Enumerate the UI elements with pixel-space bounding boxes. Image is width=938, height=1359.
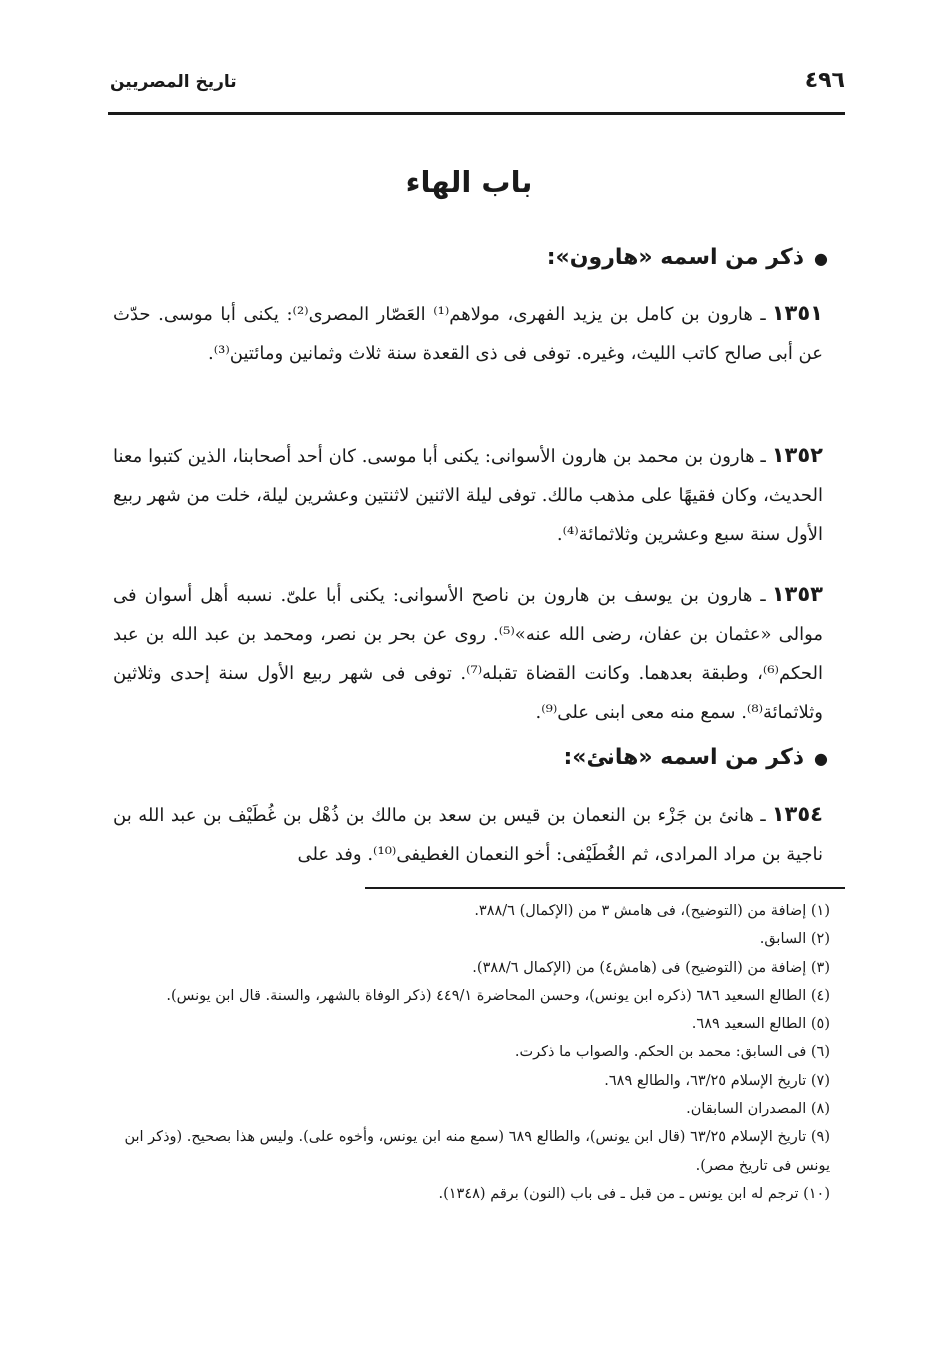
entry-1352 [113,436,823,554]
bullet-icon: ● [814,748,828,768]
section-heading-harun [108,245,828,270]
bullet-icon: ● [814,248,828,268]
entry-number: ١٣٥٣ [771,582,823,606]
footnote: (٢) السابق. [759,931,830,948]
entry-separator: ـ [753,805,766,826]
footnote: (١) إضافة من (التوضيح)، فى هامش ٣ من (الإكمال) ٣٨٨/٦. [474,903,830,919]
footnote: (٥) الطالع السعيد ٦٨٩. [691,1016,830,1033]
book-title: تاريخ المصريين [110,72,237,92]
entry-1353 [113,575,823,732]
section-heading-text: ذكر من اسمه «هارون»: [546,245,805,270]
footnote: (٩) تاريخ الإسلام ٦٣/٢٥ (قال ابن يونس)، والطالع ٦٨٩ (سمع منه ابن يونس، وأخوه على). وليس هذا بصحيح. (وذكر ابن يونس فى تاريخ مصر). [124,1129,830,1174]
footnote: (٣) إضافة من (التوضيح) فى (هامش٤) من (الإكمال ٣٨٨/٦). [472,959,830,976]
entry-separator: ـ [752,585,766,606]
running-header [110,68,845,104]
entry-number: ١٣٥٢ [771,443,824,467]
entry-1354 [113,795,823,874]
footnotes-rule [365,887,845,889]
entry-text: هارون بن محمد بن هارون الأسوانى: يكنى أبا موسى. كان أحد أصحابنا، الذين كتبوا معنا الحديث، وكان فقيهًا على مذهب مالك. توفى ليلة الاثنين لاثنتين وعشرين ليلة، خلت من شهر ربيع الأول سنة سبع وعشرين وثلاثمائة⁽⁴⁾. [113,446,823,545]
entry-separator: ـ [754,446,766,467]
entry-1351 [113,294,823,373]
chapter-title: باب الهاء [405,165,533,199]
page-number: ٤٩٦ [804,68,845,93]
entry-separator: ـ [752,304,766,325]
section-heading-hani [108,745,828,770]
footnote: (٧) تاريخ الإسلام ٦٣/٢٥، والطالع ٦٨٩. [604,1072,830,1089]
footnote: (١٠) ترجم له ابن يونس ـ من قبل ـ فى باب (النون) برقم (١٣٤٨). [438,1185,830,1202]
header-rule [108,112,845,115]
entry-number: ١٣٥٤ [771,802,823,826]
entry-number: ١٣٥١ [771,301,823,325]
section-heading-text: ذكر من اسمه «هانئ»: [563,745,805,770]
entry-text: هانئ بن جَزْء بن النعمان بن قيس بن سعد بن مالك بن ذُهْل بن غُطَيْف بن عبد الله بن ناجية بن مراد المرادى، ثم الغُطَيْفى: أخو النعمان الغطيفى⁽¹⁰⁾. وفد على [113,805,823,865]
entry-text: هارون بن يوسف بن هارون بن ناصح الأسوانى: يكنى أبا علىّ. نسبه أهل أسوان فى موالى «عثمان بن عفان، رضى الله عنه»⁽⁵⁾. روى عن بحر بن نصر، ومحمد بن عبد الله بن عبد الحكم⁽⁶⁾، وطبقة بعدهما. وكانت القضاة تقبله⁽⁷⁾. توفى فى شهر ربيع الأول سنة إحدى وثلاثين وثلاثمائة⁽⁸⁾. سمع منه معى ابنى على⁽⁹⁾. [113,585,824,723]
footnote: (٨) المصدران السابقان. [686,1101,830,1118]
footnotes-list [100,897,830,1208]
entry-text: هارون بن كامل بن يزيد الفهرى، مولاهم⁽¹⁾ العَصّار المصرى⁽²⁾: يكنى أبا موسى. حدّث عن أبى صالح كاتب الليث، وغيره. توفى فى ذى القعدة سنة ثلاث وثمانين ومائتين⁽³⁾. [113,304,823,364]
footnote: (٤) الطالع السعيد ٦٨٦ (ذكره ابن يونس)، وحسن المحاضرة ٤٤٩/١ (ذكر الوفاة بالشهر، والسنة. قال ابن يونس). [166,987,830,1004]
footnote: (٦) فى السابق: محمد بن الحكم. والصواب ما ذكرت. [514,1044,830,1061]
